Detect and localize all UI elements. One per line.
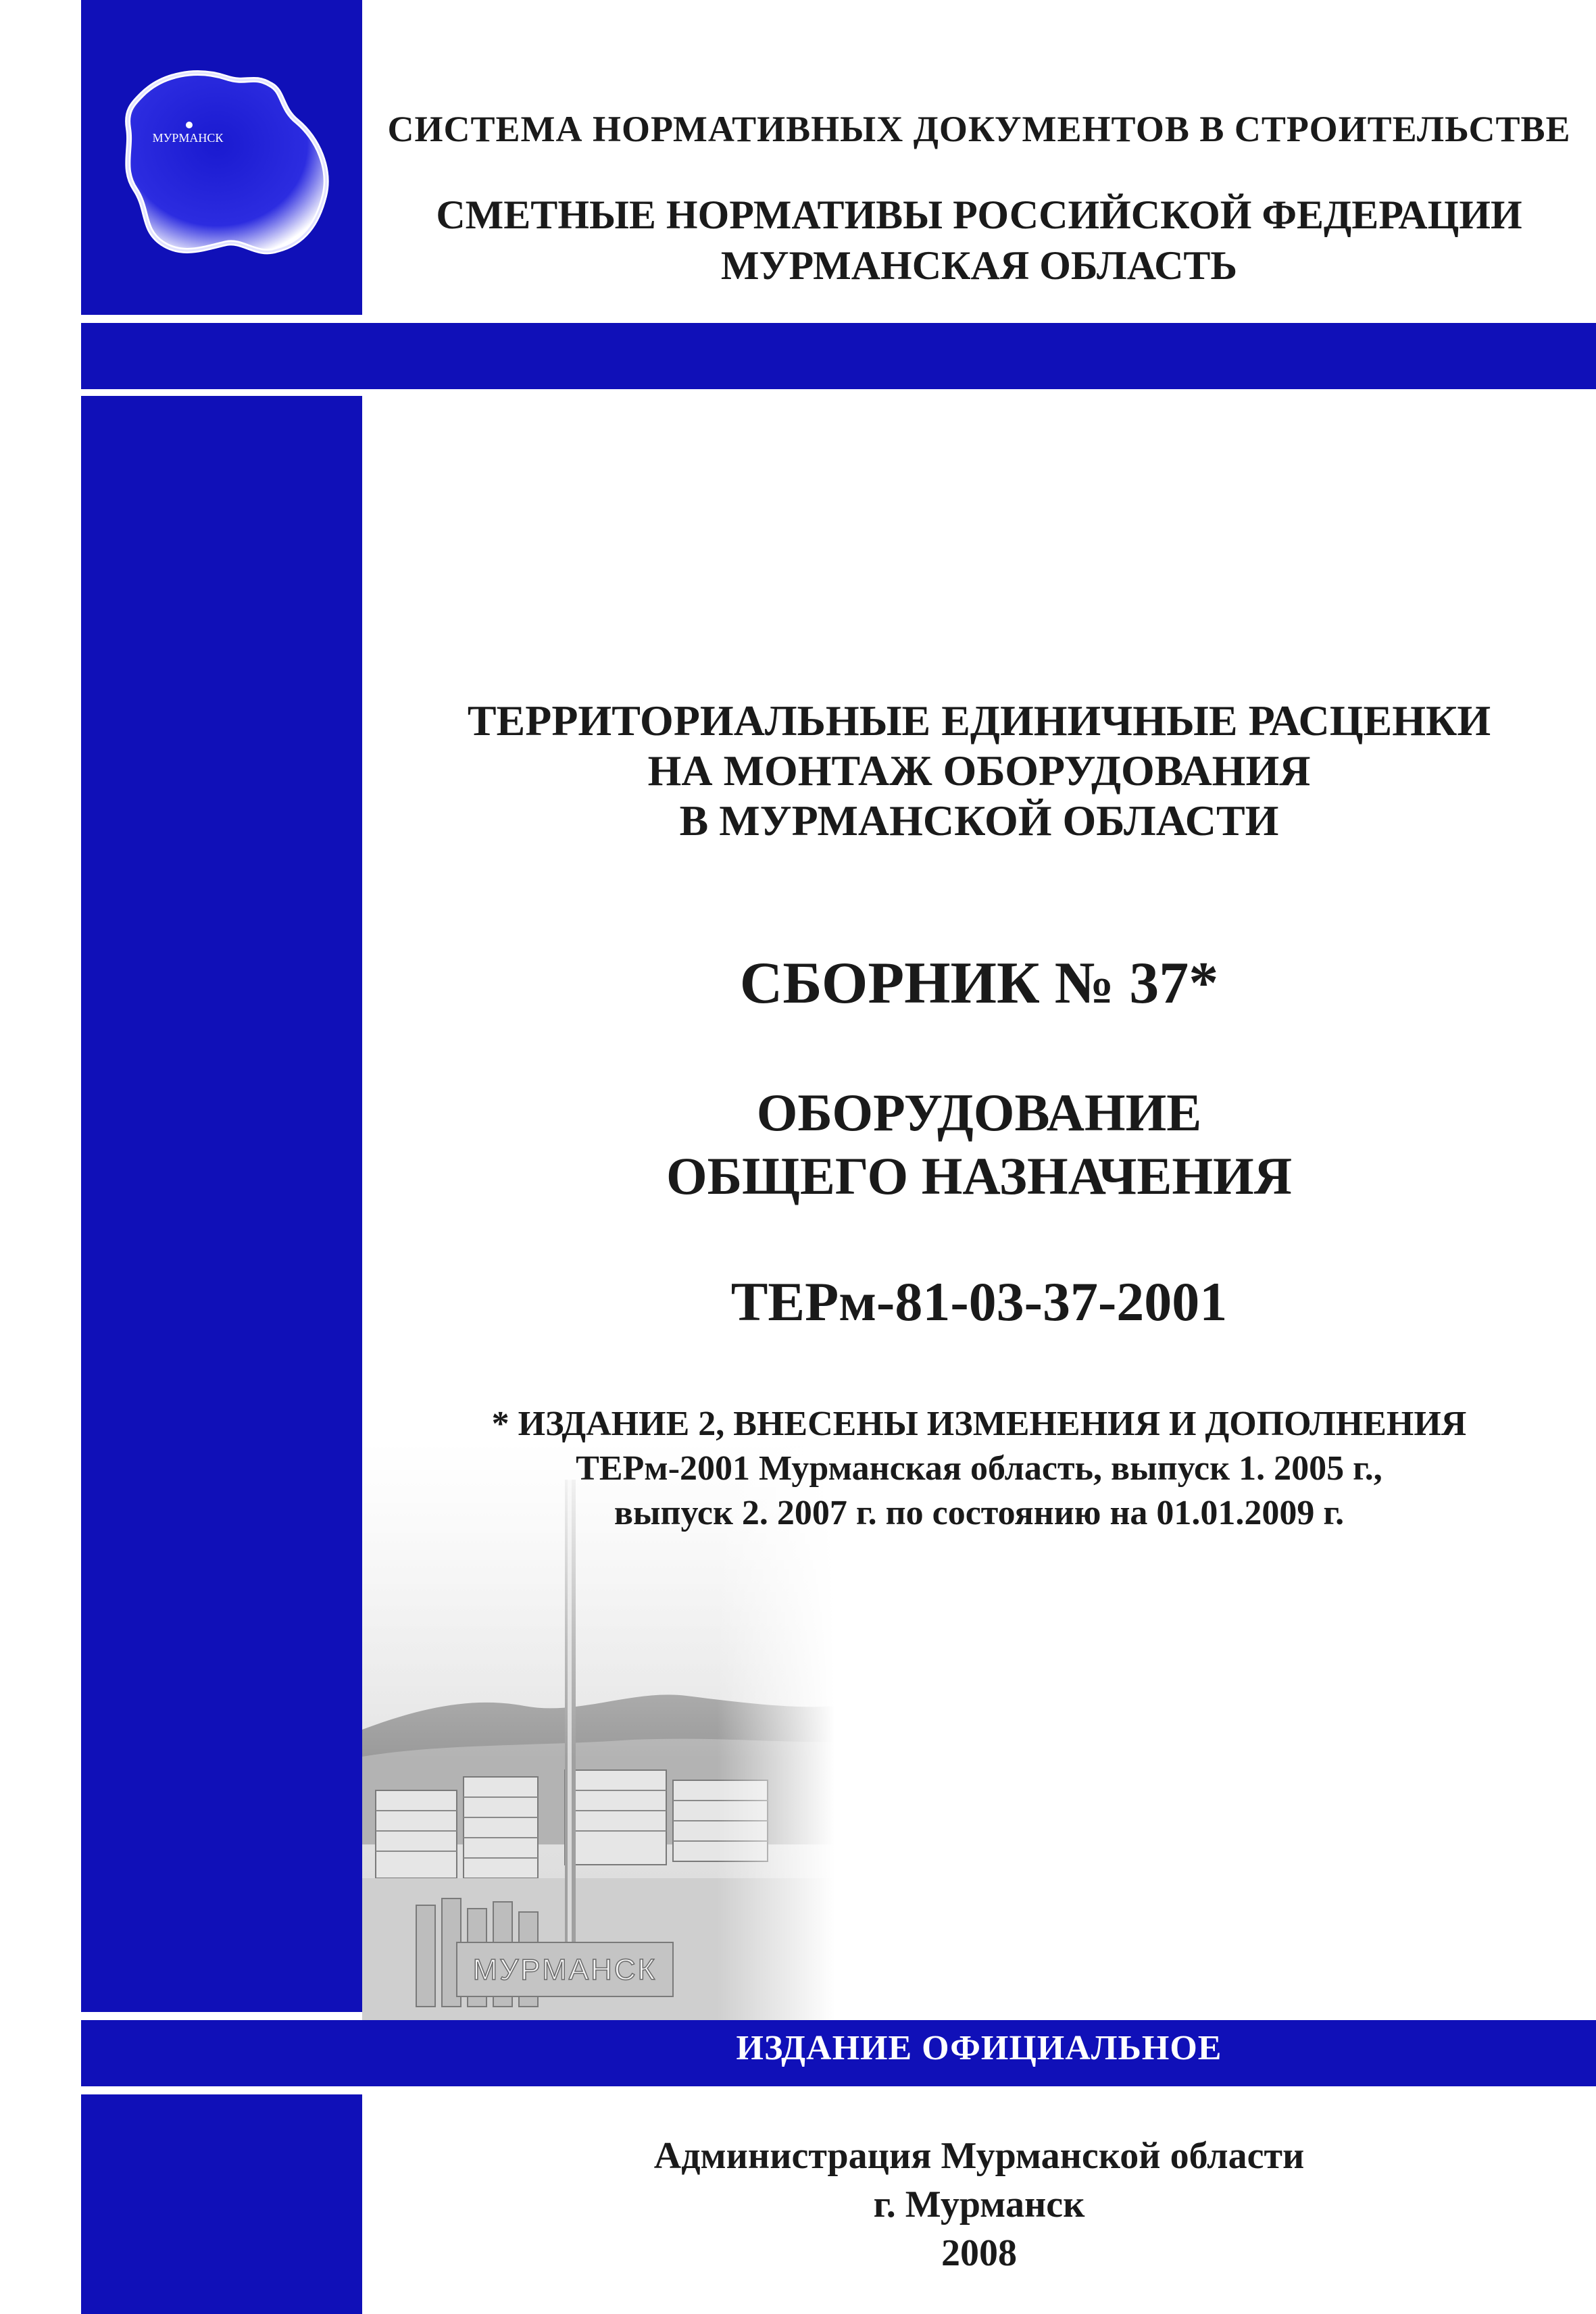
blue-vertical-band-middle (81, 396, 362, 2012)
map-city-label: МУРМАНСК (152, 131, 224, 145)
header-system-title: СИСТЕМА НОРМАТИВНЫХ ДОКУМЕНТОВ В СТРОИТЕЛЬСТВЕ (387, 109, 1571, 149)
title-line-3: В МУРМАНСКОЙ ОБЛАСТИ (679, 797, 1279, 845)
edition-note-line-3: выпуск 2. 2007 г. по состоянию на 01.01.2009 г. (614, 1494, 1345, 1532)
murmansk-region-map-logo (101, 47, 345, 277)
publisher-city: г. Мурманск (873, 2184, 1085, 2225)
blue-vertical-band-bottom (81, 2094, 362, 2314)
section-title (362, 1081, 1596, 1208)
city-marker-icon (186, 122, 193, 128)
title-line-2: НА МОНТАЖ ОБОРУДОВАНИЯ (647, 747, 1311, 795)
publisher-block (362, 2132, 1596, 2278)
edition-note (362, 1402, 1596, 1536)
document-code: ТЕРм-81-03-37-2001 (730, 1271, 1228, 1332)
section-line-1: ОБОРУДОВАНИЕ (756, 1083, 1202, 1142)
header-norms-title: СМЕТНЫЕ НОРМАТИВЫ РОССИЙСКОЙ ФЕДЕРАЦИИ (436, 193, 1522, 237)
edition-note-line-1: * ИЗДАНИЕ 2, ВНЕСЕНЫ ИЗМЕНЕНИЯ И ДОПОЛНЕНИЯ (491, 1405, 1467, 1443)
blue-horizontal-band-top (81, 323, 1596, 389)
document-title (362, 696, 1596, 846)
publisher-name: Администрация Мурманской области (653, 2135, 1305, 2177)
official-edition-label: ИЗДАНИЕ ОФИЦИАЛЬНОЕ (736, 2029, 1222, 2067)
publication-year: 2008 (941, 2232, 1017, 2274)
edition-note-line-2: ТЕРм-2001 Мурманская область, выпуск 1. 2005 г., (576, 1449, 1382, 1488)
collection-number: СБОРНИК № 37* (739, 951, 1219, 1016)
title-line-1: ТЕРРИТОРИАЛЬНЫЕ ЕДИНИЧНЫЕ РАСЦЕНКИ (467, 697, 1491, 745)
section-line-2: ОБЩЕГО НАЗНАЧЕНИЯ (666, 1147, 1293, 1205)
header-region-title: МУРМАНСКАЯ ОБЛАСТЬ (720, 243, 1238, 288)
header-block (362, 108, 1596, 289)
